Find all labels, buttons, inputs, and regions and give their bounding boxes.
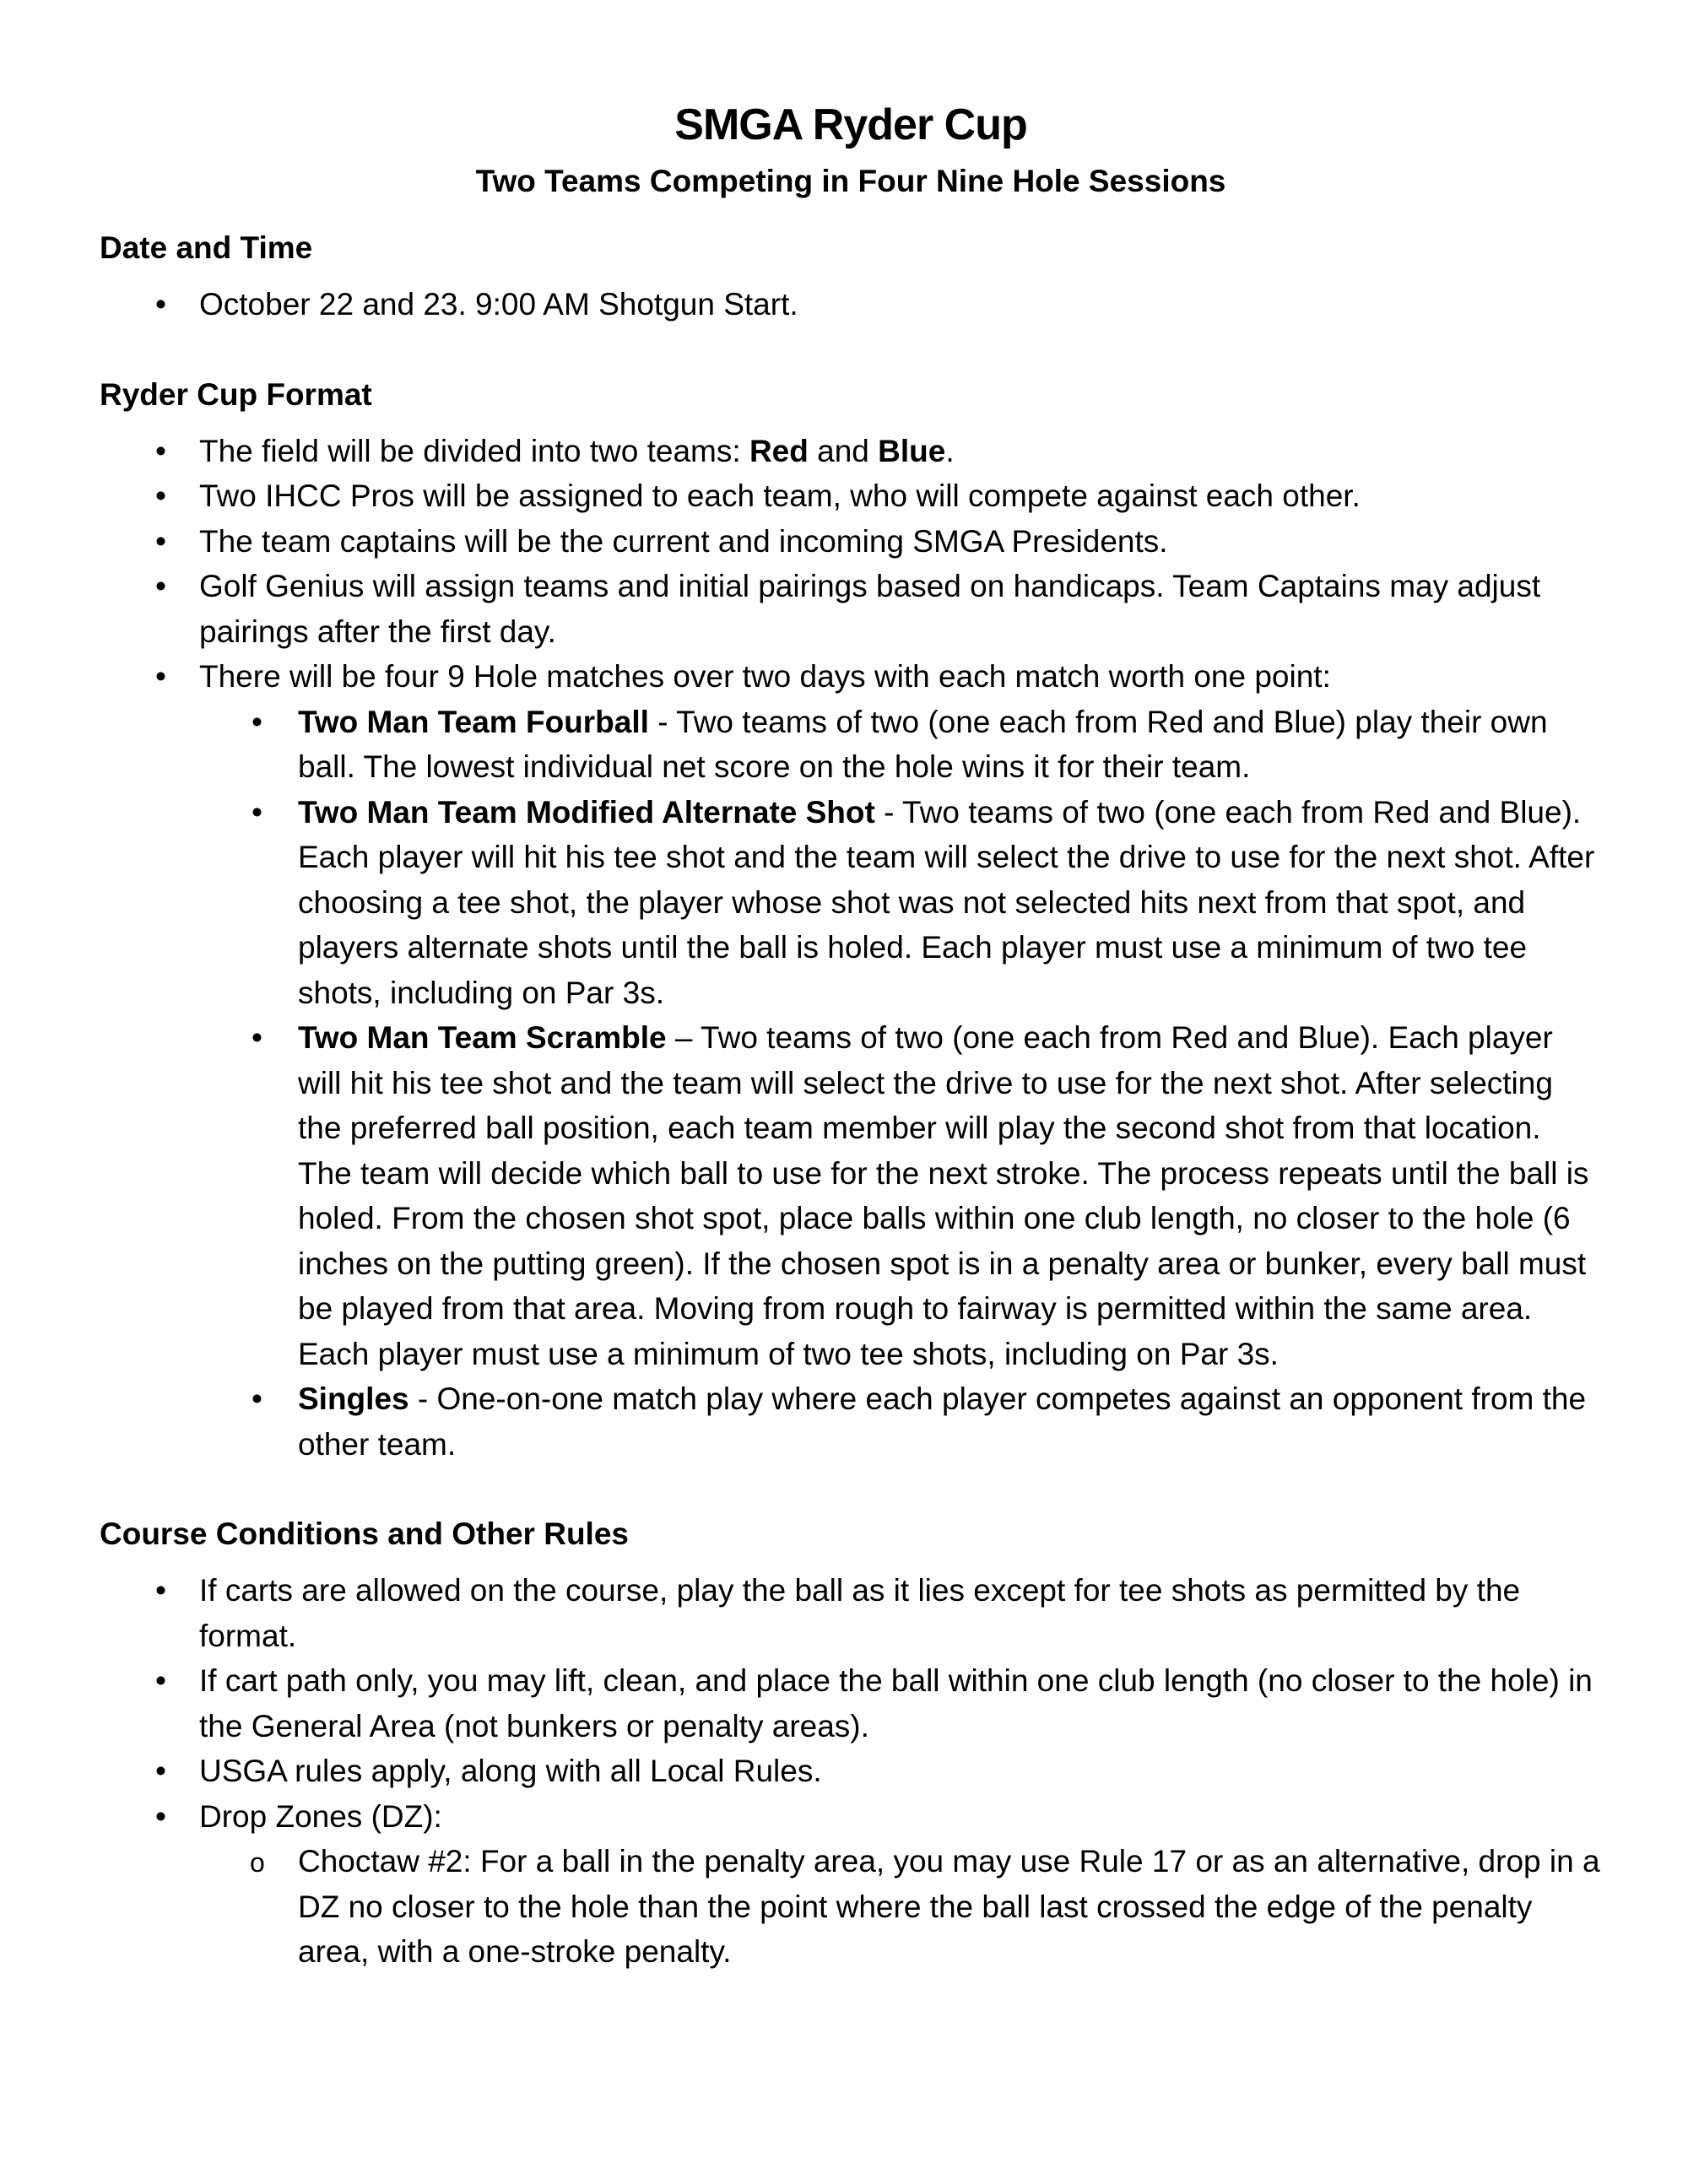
list-item: • If cart path only, you may lift, clean, and place the ball within one club length (no closer to the hole) in the General Area (not bunkers or penalty areas). [100,1658,1602,1749]
team-red-label: Red [749,433,809,468]
match-format-item: • Two Man Team Scramble – Two teams of two (one each from Red and Blue). Each player will hit his tee shot and the team will select the drive to use for the next shot. After selecting the preferred ball position, each team member will play the second shot from that location. The team will decide which ball to use for the next stroke. The process repeats until the ball is holed. From the chosen shot spot, place balls within one club length, no closer to the hole (6 inches on the putting green). If the chosen spot is in a penalty area or bunker, every ball must be played from that area. Moving from rough to fairway is permitted within the same area. Each player must use a minimum of two tee shots, including on Par 3s. [100,1015,1602,1376]
list-item: • There will be four 9 Hole matches over two days with each match worth one point: [100,654,1602,700]
section-heading-conditions: Course Conditions and Other Rules [100,1516,629,1551]
bullet: • [155,433,166,468]
match-format-item: • Two Man Team Fourball - Two teams of two (one each from Red and Blue) play their own ball. The lowest individual net score on the hole wins it for their team. [100,700,1602,790]
date-time-list [100,282,1602,327]
drop-zones-list [100,1839,1602,1975]
bullet: • [252,1020,262,1055]
list-item: • Two IHCC Pros will be assigned to each team, who will compete against each other. [100,473,1602,519]
bullet: • [155,1754,166,1788]
bullet: • [252,1381,262,1416]
bullet: • [155,569,166,603]
bullet: • [155,1798,166,1834]
list-item: • Golf Genius will assign teams and initial pairings based on handicaps. Team Captains may adjust pairings after the first day. [100,564,1602,654]
section-heading-format: Ryder Cup Format [100,376,372,412]
page-subtitle: Two Teams Competing in Four Nine Hole Sessions [475,164,1226,198]
list-item: • If carts are allowed on the course, play the ball as it lies except for tee shots as permitted by the format. [100,1568,1602,1658]
list-item: • October 22 and 23. 9:00 AM Shotgun Start. [100,282,1602,327]
conditions-list [100,1568,1602,1839]
bullet: • [252,704,262,739]
format-list [100,429,1602,700]
team-blue-label: Blue [878,433,946,468]
drop-zone-item: o Choctaw #2: For a ball in the penalty area, you may use Rule 17 or as an alternative, drop in a DZ no closer to the hole than the point where the ball last crossed the edge of the penalty area, with a one-stroke penalty. [100,1839,1602,1975]
bullet: • [155,523,166,559]
list-item: • The team captains will be the current and incoming SMGA Presidents. [100,519,1602,565]
section-heading-date-time: Date and Time [100,230,313,265]
bullet: • [155,1573,166,1608]
circle-bullet: o [250,1847,265,1878]
list-item: • Drop Zones (DZ): [100,1794,1602,1840]
match-formats-list [100,700,1602,1468]
document-page [100,95,1602,1975]
bullet: • [155,478,166,513]
match-format-item: • Singles - One-on-one match play where each player competes against an opponent from the other team. [100,1376,1602,1467]
bullet: • [252,794,262,830]
bullet: • [155,287,166,322]
bullet: • [155,1663,166,1698]
bullet: • [155,659,166,694]
list-item: • The field will be divided into two teams: Red and Blue. [100,429,1602,474]
page-title: SMGA Ryder Cup [674,100,1027,149]
match-format-item: • Two Man Team Modified Alternate Shot - Two teams of two (one each from Red and Blue). Each player will hit his tee shot and the team will select the drive to use for the next shot. After choosing a tee shot, the player whose shot was not selected hits next from that spot, and players alternate shots until the ball is holed. Each player must use a minimum of two tee shots, including on Par 3s. [100,790,1602,1016]
list-item: • USGA rules apply, along with all Local Rules. [100,1749,1602,1794]
